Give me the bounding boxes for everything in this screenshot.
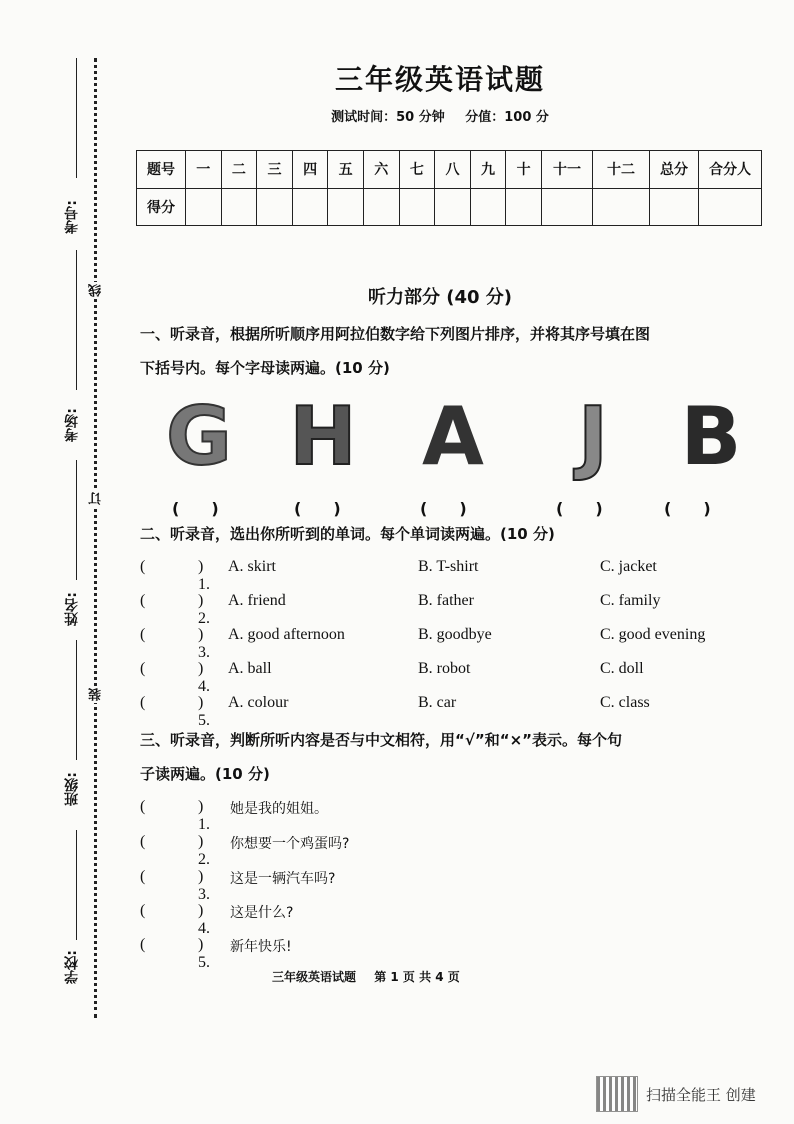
- option-b: B. T-shirt: [418, 558, 479, 575]
- page-footer: [272, 968, 474, 985]
- answer-paren[interactable]: (: [140, 558, 146, 575]
- school-line: [76, 830, 77, 940]
- answer-paren[interactable]: (: [140, 833, 146, 850]
- score-table-cell: 十二: [593, 151, 650, 189]
- score-table-cell: 得分: [137, 188, 186, 226]
- option-c: C. family: [600, 592, 661, 609]
- letter-b-picture: B: [680, 390, 742, 483]
- watermark-text: 扫描全能王 创建: [646, 1085, 756, 1104]
- footer-title: 三年级英语试题: [272, 970, 357, 984]
- score-input-cell[interactable]: [399, 188, 435, 226]
- exam-room-label: 考场:: [64, 408, 80, 442]
- score-table-cell: 二: [221, 151, 257, 189]
- q1-instruction-line1: 一、听录音，根据所听顺序用阿拉伯数字给下列图片排序，并将其序号填在图: [140, 325, 651, 343]
- item-text: 她是我的姐姐。: [230, 801, 328, 817]
- letter-a-picture: A: [422, 390, 484, 483]
- score-input-cell[interactable]: [542, 188, 593, 226]
- exam-info: [0, 106, 794, 125]
- option-b: B. car: [418, 694, 457, 711]
- name-line: [76, 460, 77, 580]
- option-a: A. ball: [228, 660, 272, 677]
- exam-room-line: [76, 250, 77, 390]
- letter-j-picture: J: [578, 390, 608, 483]
- option-a: A. colour: [228, 694, 289, 711]
- score-table-cell: 题号: [137, 151, 186, 189]
- option-a: A. skirt: [228, 558, 276, 575]
- answer-paren[interactable]: (: [140, 868, 146, 885]
- item-number: ) 2.: [198, 833, 210, 868]
- score-input-cell[interactable]: [699, 188, 762, 226]
- answer-paren-j[interactable]: ( ): [556, 499, 603, 518]
- answer-paren[interactable]: (: [140, 660, 146, 677]
- bind-word-bind: 装: [89, 688, 104, 701]
- score-input-cell[interactable]: [435, 188, 471, 226]
- score-table-cell: 九: [470, 151, 506, 189]
- answer-paren-b[interactable]: ( ): [664, 499, 711, 518]
- answer-paren-a[interactable]: ( ): [420, 499, 467, 518]
- score-input-cell[interactable]: [650, 188, 699, 226]
- score-input-cell[interactable]: [470, 188, 506, 226]
- item-number: ) 4.: [198, 660, 210, 695]
- score-table-cell: 七: [399, 151, 435, 189]
- score-input-cell[interactable]: [593, 188, 650, 226]
- bind-word-line: 线: [89, 284, 104, 297]
- answer-paren[interactable]: (: [140, 694, 146, 711]
- answer-paren-h[interactable]: ( ): [294, 499, 341, 518]
- option-c: C. class: [600, 694, 650, 711]
- score-input-cell[interactable]: [328, 188, 364, 226]
- item-number: ) 4.: [198, 902, 210, 937]
- scanner-watermark: [596, 1076, 756, 1112]
- score-table-cell: 十一: [542, 151, 593, 189]
- answer-paren[interactable]: (: [140, 902, 146, 919]
- option-c: C. jacket: [600, 558, 657, 575]
- score-table-cell: 三: [257, 151, 293, 189]
- score-input-cell[interactable]: [363, 188, 399, 226]
- option-b: B. father: [418, 592, 474, 609]
- score-table-cell: 六: [363, 151, 399, 189]
- score-input-cell[interactable]: [186, 188, 222, 226]
- score-table-cell: 四: [292, 151, 328, 189]
- score-table-cell: 一: [186, 151, 222, 189]
- item-number: ) 3.: [198, 626, 210, 661]
- score-table-score-row: [137, 188, 762, 226]
- class-line: [76, 640, 77, 760]
- exam-score: 分值：100 分: [465, 110, 549, 125]
- answer-paren[interactable]: (: [140, 936, 146, 953]
- name-label: 姓名:: [64, 592, 80, 626]
- item-number: ) 5.: [198, 936, 210, 971]
- item-text: 这是一辆汽车吗?: [230, 871, 336, 887]
- score-table-cell: 八: [435, 151, 471, 189]
- option-b: B. robot: [418, 660, 471, 677]
- answer-paren-g[interactable]: ( ): [172, 499, 219, 518]
- score-table: [136, 150, 762, 226]
- score-input-cell[interactable]: [257, 188, 293, 226]
- score-table-header-row: [137, 151, 762, 189]
- letter-g-picture: G: [166, 390, 232, 483]
- q3-instruction-line2: 子读两遍。(10 分): [140, 765, 270, 783]
- answer-paren[interactable]: (: [140, 592, 146, 609]
- listening-heading: 听力部分 (40 分): [367, 287, 513, 308]
- item-text: 这是什么?: [230, 905, 294, 921]
- score-input-cell[interactable]: [292, 188, 328, 226]
- q1-instruction-line2: 下括号内。每个字母读两遍。(10 分): [140, 359, 390, 377]
- score-input-cell[interactable]: [221, 188, 257, 226]
- item-number: ) 2.: [198, 592, 210, 627]
- class-label: 班级:: [64, 772, 80, 806]
- item-number: ) 3.: [198, 868, 210, 903]
- item-number: ) 1.: [198, 798, 210, 833]
- score-table-cell: 总分: [650, 151, 699, 189]
- answer-paren[interactable]: (: [140, 626, 146, 643]
- item-text: 你想要一个鸡蛋吗?: [230, 836, 350, 852]
- option-c: C. good evening: [600, 626, 706, 643]
- option-c: C. doll: [600, 660, 644, 677]
- item-text: 新年快乐!: [230, 939, 292, 955]
- option-a: A. friend: [228, 592, 286, 609]
- q3-instruction-line1: 三、听录音，判断所听内容是否与中文相符，用“√”和“×”表示。每个句: [140, 731, 623, 749]
- answer-paren[interactable]: (: [140, 798, 146, 815]
- item-number: ) 1.: [198, 558, 210, 593]
- exam-time: 测试时间：50 分钟: [331, 110, 445, 125]
- school-label: 学校:: [64, 950, 80, 984]
- score-table-cell: 十: [506, 151, 542, 189]
- score-table-cell: 合分人: [699, 151, 762, 189]
- footer-page-number: 第 1 页 共 4 页: [374, 970, 460, 984]
- score-table-cell: 五: [328, 151, 364, 189]
- binding-dotted-line: [94, 58, 97, 1018]
- option-a: A. good afternoon: [228, 626, 345, 643]
- item-number: ) 5.: [198, 694, 210, 729]
- qr-code-icon: [596, 1076, 638, 1112]
- letter-h-picture: H: [289, 390, 357, 483]
- bind-word-staple: 订: [89, 492, 104, 505]
- page-title: 三年级英语试题: [334, 63, 545, 96]
- exam-number-label: 考号:: [64, 200, 80, 234]
- q2-instruction: 二、听录音，选出你所听到的单词。每个单词读两遍。(10 分): [140, 525, 555, 543]
- score-input-cell[interactable]: [506, 188, 542, 226]
- option-b: B. goodbye: [418, 626, 492, 643]
